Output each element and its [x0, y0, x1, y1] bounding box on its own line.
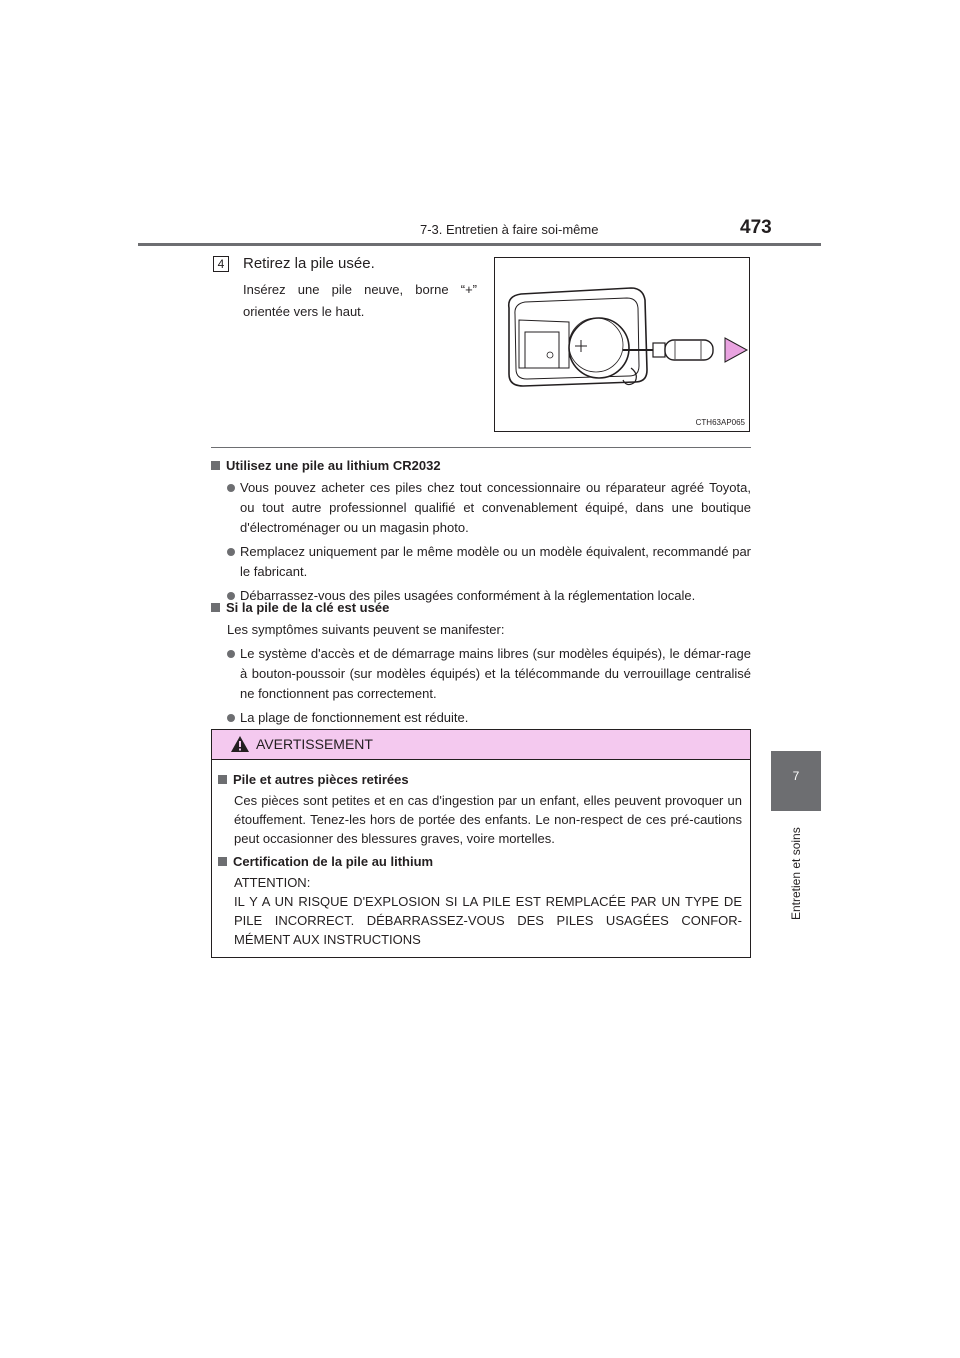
section-battery-type — [211, 456, 751, 606]
list-item: Le système d'accès et de démarrage mains libres (sur modèles équipés), le démar-rage à bouton-poussoir (sur modèles équipés) et la télécommande du verrouillage centralisé ne fonctionnent pas correctement. — [211, 644, 751, 704]
list-item: La plage de fonctionnement est réduite. — [211, 708, 751, 728]
warning-heading: Pile et autres pièces retirées — [218, 770, 742, 789]
section-heading: Si la pile de la clé est usée — [211, 598, 751, 618]
square-bullet-icon — [218, 775, 227, 784]
chapter-label-text: Entretien et soins — [789, 827, 803, 920]
warning-text: IL Y A UN RISQUE D'EXPLOSION SI LA PILE EST REMPLACÉE PAR UN TYPE DE PILE INCORRECT. DÉBARRASSEZ-VOUS DES PILES USAGÉES CONFOR-MÉMENT AUX INSTRUCTIONS — [234, 894, 742, 947]
warning-body — [218, 770, 742, 949]
page-number: 473 — [740, 217, 772, 238]
warning-icon — [230, 735, 250, 753]
warning-box — [211, 729, 751, 958]
warning-title: AVERTISSEMENT — [256, 736, 373, 752]
round-bullet-icon — [227, 548, 235, 556]
round-bullet-icon — [227, 714, 235, 722]
warning-header — [212, 730, 750, 760]
step-title: Retirez la pile usée. — [243, 255, 375, 272]
square-bullet-icon — [218, 857, 227, 866]
section-heading: Utilisez une pile au lithium CR2032 — [211, 456, 751, 476]
figure-code: CTH63AP065 — [695, 418, 745, 427]
round-bullet-icon — [227, 650, 235, 658]
warning-text: Ces pièces sont petites et en cas d'ingestion par un enfant, elles peuvent provoquer un étouffement. Tenez-les hors de portée des enfants. Le non-respect de ces pré-cautions peut occasionner des blessures graves, voire mortelles. — [234, 793, 742, 846]
warning-heading: Certification de la pile au lithium — [218, 852, 742, 871]
chapter-number: 7 — [792, 769, 800, 783]
header-rule — [138, 243, 821, 246]
round-bullet-icon — [227, 484, 235, 492]
chapter-tab — [771, 751, 821, 811]
list-item: Vous pouvez acheter ces piles chez tout concessionnaire ou réparateur agréé Toyota, ou tout autre professionnel qualifié et convenablement équipé, dans une boutique d'électroménager ou un magasin photo. — [211, 478, 751, 538]
section-intro: Les symptômes suivants peuvent se manifester: — [227, 622, 505, 637]
battery-removal-illustration — [495, 258, 751, 433]
step-body: Insérez une pile neuve, borne “+” orientée vers le haut. — [243, 282, 477, 319]
step-number-box — [213, 256, 229, 272]
section-title: 7-3. Entretien à faire soi-même — [420, 222, 599, 237]
step-number: 4 — [217, 257, 225, 271]
key-battery-figure — [494, 257, 750, 432]
list-item: Remplacez uniquement par le même modèle ou un modèle équivalent, recommandé par le fabricant. — [211, 542, 751, 582]
chapter-label — [786, 820, 806, 940]
section-divider — [211, 447, 751, 448]
square-bullet-icon — [211, 461, 220, 470]
square-bullet-icon — [211, 603, 220, 612]
list-item: Débarrassez-vous des piles usagées conformément à la réglementation locale. — [211, 586, 751, 606]
warning-text: ATTENTION: — [234, 875, 311, 890]
section-battery-low — [211, 598, 751, 728]
